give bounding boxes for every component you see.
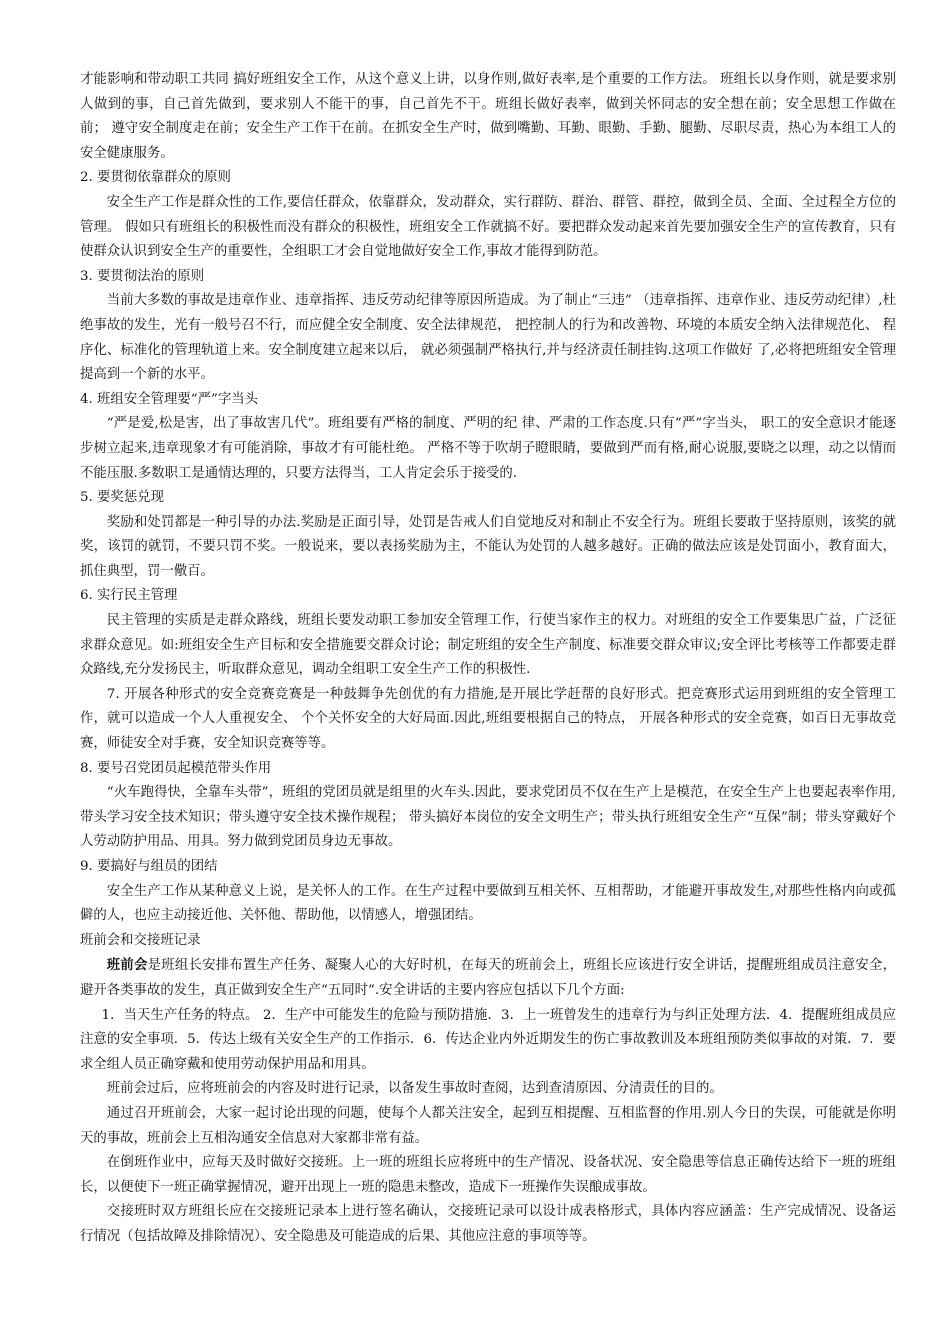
heading-rely-on-masses: 2. 要贯彻依靠群众的原则 xyxy=(80,170,231,186)
document-page xyxy=(80,68,896,1250)
heading-rewards-penalties: 5. 要奖惩兑现 xyxy=(80,490,164,506)
paragraph-democratic-management: 民主管理的实质是走群众路线，班组长要发动职工参加安全管理工作，行使当家作主的权力。对班组的安全工作要集思广益，广泛征求群众意见。如:班组安全生产目标和安全措施要交群众讨论；制定班组的安全生产制度、标准要交群众审议;安全评比考核等工作都要走群众路线,充分发扬民主，听取群众意见，调动全组职工安全生产工作的积极性. xyxy=(80,613,896,678)
paragraph-meeting-benefit: 通过召开班前会，大家一起讨论出现的问题，使每个人都关注安全，起到互相提醒、互相监督的作用.别人今日的失误，可能就是你明天的事故，班前会上互相沟通安全信息对大家都非常有益。 xyxy=(80,1105,896,1146)
heading-team-unity: 9. 要搞好与组员的团结 xyxy=(80,859,218,874)
heading-democratic-management: 6. 实行民主管理 xyxy=(80,588,178,604)
paragraph-safety-competition: 7. 开展各种形式的安全竞赛竞赛是一种鼓舞争先创优的有力措施,是开展比学赶帮的良好形式。把竞赛形式运用到班组的安全管理工作，就可以造成一个人人重视安全、 个个关怀安全的大好局面.因此,班组要根据自己的特点， 开展各种形式的安全竞赛，如百日无事故竞赛，师徒安全对手赛，安全知识竞赛等等。 xyxy=(80,686,896,752)
paragraph-strictness: “严是爱,松是害，出了事故害几代”。班组要有严格的制度、严明的纪 律、严肃的工作态度.只有“严”字当头， 职工的安全意识才能逐步树立起来,违章现象才有可能消除，事故才有可能杜绝。 严格不等于吹胡子瞪眼睛，要做到严而有格,耐心说服,要晓之以理，动之以情而不能压服.多数职工是通情达理的，只要方法得当，工人肯定会乐于接受的. xyxy=(80,416,896,481)
paragraph-rewards-penalties: 奖励和处罚都是一种引导的办法.奖励是正面引导，处罚是告戒人们自觉地反对和制止不安全行为。班组长要敢于坚持原则，该奖的就奖，该罚的就罚，不要只罚不奖。一般说来，要以表扬奖励为主，不能认为处罚的人越多越好。正确的做法应该是处罚面小，教育面大，抓住典型，罚一儆百。 xyxy=(80,514,896,579)
section-title-pre-shift-meeting: 班前会和交接班记录 xyxy=(80,932,201,948)
paragraph-leader-example: 才能影响和带动职工共同 搞好班组安全工作，从这个意义上讲，以身作则,做好表率,是个重要的工作方法。 班组长以身作则，就是要求别人做到的事，自己首先做到，要求别人不能干的事，自己首先不干。班组长做好表率，做到关怀同志的安全想在前；安全思想工作做在前； 遵守安全制度走在前；安全生产工作干在前。在抓安全生产时，做到嘴勤、耳勤、眼勤、手勤、腿勤、尽职尽责，热心为本组工人的安全健康服务。 xyxy=(80,72,896,161)
heading-rule-of-law: 3. 要贯彻法治的原则 xyxy=(80,268,205,284)
paragraph-pre-shift-meeting xyxy=(80,953,896,1003)
paragraph-team-unity: 安全生产工作从某种意义上说，是关怀人的工作。在生产过程中要做到互相关怀、互相帮助，才能避开事故发生,对那些性格内向或孤僻的人，也应主动接近他、关怀他、帮助他，以情感人，增强团结。 xyxy=(80,883,896,924)
heading-strictness: 4. 班组安全管理要“严”字当头 xyxy=(80,391,259,407)
heading-party-members: 8. 要号召党团员起模范带头作用 xyxy=(80,760,272,776)
paragraph-shift-handover: 在倒班作业中，应每天及时做好交接班。上一班的班组长应将班中的生产情况、设备状况、安全隐患等信息正确传达给下一班的班组长，以便使下一班正确掌握情况，避开出现上一班的隐患未整改，造成下一班操作失误酿成事故。 xyxy=(80,1155,896,1195)
paragraph-pre-shift-meeting-body: 是班组长安排布置生产任务、凝聚人心的大好时机，在每天的班前会上，班组长应该进行安全讲话，提醒班组成员注意安全，避开各类事故的发生，真正做到安全生产“五同时”.安全讲话的主要内容应包括以下几个方面: xyxy=(80,958,897,998)
paragraph-party-members: “火车跑得快，全靠车头带”，班组的党团员就是组里的火车头.因此，要求党团员不仅在生产上是模范，在安全生产上也要起表率作用,带头学习安全技术知识；带头遵守安全技术操作规程； 带头搞好本岗位的安全文明生产；带头执行班组安全生产“互保”制；带头穿戴好个人劳动防护用品、用具。努力做到党团员身边无事故。 xyxy=(80,785,896,850)
paragraph-rule-of-law: 当前大多数的事故是违章作业、违章指挥、违反劳动纪律等原因所造成。为了制止“三违” （违章指挥、违章作业、违反劳动纪律）,杜绝事故的发生，光有一般号召不行，而应健全安全制度、安全法律规范， 把控制人的行为和改善物、环境的本质安全纳入法律规范化、 程序化、标准化的管理轨道上来。安全制度建立起来以后， 就必须强制严格执行,并与经济责任制挂钩.这项工作做好 了,必将把班组安全管理提高到一个新的水平。 xyxy=(80,293,896,383)
paragraph-handover-record: 交接班时双方班组长应在交接班记录本上进行签名确认，交接班记录可以设计成表格形式，具体内容应涵盖：生产完成情况、设备运行情况（包括故障及排除情况）、安全隐患及可能造成的后果、其他应注意的事项等等。 xyxy=(80,1204,896,1244)
list-safety-talk-items: 1．当天生产任务的特点。 2．生产中可能发生的危险与预防措施．3．上一班曾发生的违章行为与纠正处理方法．4．提醒班组成员应注意的安全事项．5．传达上级有关安全生产的工作指示．6．传达企业内外近期发生的伤亡事故教训及本班组预防类似事故的对策．7．要求全组人员正确穿戴和使用劳动保护用品和用具。 xyxy=(80,1007,896,1072)
bold-term-pre-shift-meeting: 班前会 xyxy=(106,957,148,974)
paragraph-meeting-record: 班前会过后，应将班前会的内容及时进行记录，以备发生事故时查阅，达到查清原因、分清责任的目的。 xyxy=(106,1081,723,1097)
paragraph-rely-on-masses: 安全生产工作是群众性的工作,要信任群众，依靠群众，发动群众，实行群防、群治、群管、群控，做到全员、全面、全过程全方位的管理。 假如只有班组长的积极性而没有群众的积极性，班组安全工作就搞不好。要把群众发动起来首先要加强安全生产的宣传教育，只有使群众认识到安全生产的重要性，全组职工才会自觉地做好安全工作,事故才能得到防范。 xyxy=(80,194,896,260)
